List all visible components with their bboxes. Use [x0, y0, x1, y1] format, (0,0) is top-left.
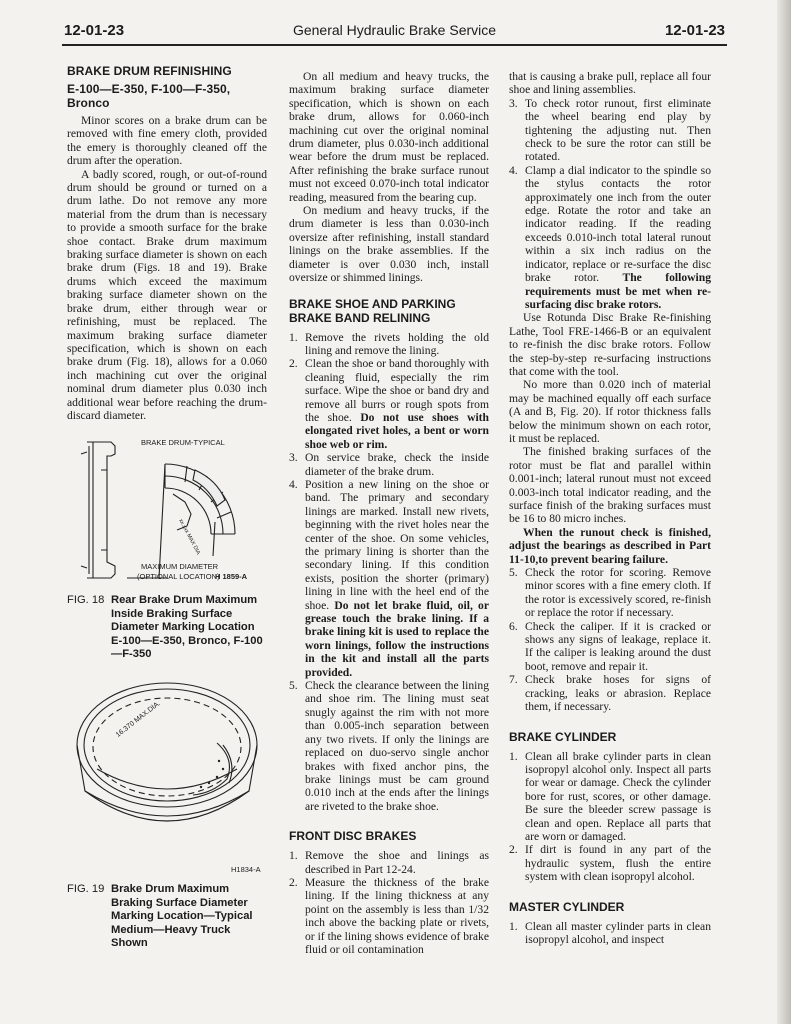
list-item: 5. Check the clearance between the lining and shoe rim. The lining must seat snugly against the rim with not more than 0.005-inch separation between any two rivets. If only the linings are replaced on duo-servo single anchor brakes with fixed anchor pins, the brake linings must be cam ground 0.010 inch at the ends after the linings are riveted to the brake shoe.: [289, 679, 489, 813]
paragraph: Use Rotunda Disc Brake Re-finishing Lathe, Tool FRE-1466-B or an equivalent to re-finish the disc brake rotors. Follow the step-by-step re-surfacing instructions that come with the tool.: [509, 311, 711, 378]
column-2: [289, 70, 489, 956]
subheading-models: E-100—E-350, F-100—F-350, Bronco: [67, 82, 231, 110]
section-heading-master-cylinder: MASTER CYLINDER: [509, 899, 625, 914]
list-item: 2. Measure the thickness of the brake lining. If the lining thickness at any point on the assembly is less than 1/32 inch above the backing plate or rivets, or if the lining shows evidence of brake fluid or oil contamination: [289, 875, 489, 956]
section-heading-front-disc-brakes: FRONT DISC BRAKES: [289, 829, 417, 844]
disc-brake-steps: [289, 849, 489, 956]
page-number-left: 12-01-23: [64, 22, 125, 39]
list-item: 1. Clean all master cylinder parts in clean isopropyl alcohol, and inspect: [509, 919, 711, 946]
list-item: 2. Clean the shoe or band thoroughly with cleaning fluid, especially the rim surface. Wipe the shoe or band dry and remove all burrs or rough spots from the shoe. Do not use shoes with elongated rivet holes, a bent or worn shoe web or rim.: [289, 357, 489, 451]
section-heading-brake-cylinder: BRAKE CYLINDER: [509, 729, 617, 744]
section-heading-brake-shoe-relining: BRAKE SHOE AND PARKING BRAKE BAND RELINING: [289, 296, 456, 325]
figure-19-caption: [67, 883, 267, 950]
paragraph: The finished braking surfaces of the rotor must be flat and parallel within 0.001-inch; lateral runout must not exceed 0.003-inch total indicator reading, and the surface finish of the braking surfaces must be 16 to 80 micro inches.: [509, 445, 711, 526]
figure-label-top: BRAKE DRUM-TYPICAL: [141, 438, 225, 448]
list-item: 5. Check the rotor for scoring. Remove minor scores with a fine emery cloth. If the rotor is excessively scored, re-finish or replace the rotor if necessary.: [509, 566, 711, 620]
figure-label-bottom-1: MAXIMUM DIAMETER: [141, 562, 219, 572]
list-item: 1. Clean all brake cylinder parts in clean isopropyl alcohol only. Inspect all parts for wear or damage. Check the cylinder bore for rust, scores, or other damage. Be sure the bleeder screw passage is clean and open. Replace all parts that are worn or damaged.: [509, 749, 711, 843]
figure-number: FIG. 18: [67, 594, 105, 607]
rotor-steps-continued: [509, 566, 711, 713]
brake-cylinder-steps: [509, 750, 711, 884]
paragraph-continued: that is causing a brake pull, replace all four shoe and lining assemblies.: [509, 70, 711, 97]
figure-19: [67, 673, 267, 873]
list-item: 7. Check brake hoses for signs of cracking, leaks or abrasion. Replace them, if necessary.: [509, 673, 711, 714]
figure-18-caption: [67, 594, 267, 661]
figure-caption-text: Rear Brake Drum Maximum Inside Braking Surface Diameter Marking Location E-100—E-350, Bronco, F-100—F-350: [111, 594, 263, 660]
paragraph: Minor scores on a brake drum can be removed with fine emery cloth, provided the emery is thoroughly cleaned off the drum after the operation.: [67, 114, 267, 168]
list-item: 4. Position a new lining on the shoe or band. The primary and secondary linings are marked. Install new rivets, beginning with the rivet holes near the center of the shoe. On some vehicles, the primary lining is shorter than the secondary lining. If this condition exists, position the shorter (primary) lining in line with the heel end of the shoe. Do not let brake fluid, oil, or grease touch the brake lining. If a brake lining kit is used to replace the worn linings, follow the instructions in the kit and install all the parts provided.: [289, 477, 489, 679]
figure-number: FIG. 19: [67, 883, 105, 896]
header-rule: [62, 44, 727, 46]
page-header-title: General Hydraulic Brake Service: [292, 22, 497, 38]
list-item: 4. Clamp a dial indicator to the spindle so the stylus contacts the rotor approximately one inch from the outer edge. Rotate the rotor and take an indicator reading. If the reading exceeds 0.010-inch total lateral runout within a six inch radius on the indicator, replace or re-surface the disc brake rotor. The following requirements must be met when re-surfacing disc brake rotors.: [509, 163, 711, 311]
drum-marking-text: 16.370 MAX.DIA.: [114, 700, 162, 740]
figure-code: H 1859-A: [215, 572, 248, 582]
paragraph: On all medium and heavy trucks, the maximum braking surface diameter specification, which is shown on each brake drum, allows for 0.060-inch machining cut over the original nominal drum diameter, plus 0.030-inch additional wear before the drum must be replaced. After refinishing the brake surface runout must not exceed 0.070-inch total indicator reading, measured from the bearing cup.: [289, 70, 489, 204]
paragraph: On medium and heavy trucks, if the drum diameter is less than 0.030-inch oversize after refinishing, install standard linings on the brake assemblies. If the diameter is over 0.030 inch, install oversize or shimmed linings.: [289, 204, 489, 285]
page-header: [64, 20, 725, 42]
list-item: 3. To check rotor runout, first eliminate the wheel bearing end play by tightening the adjusting nut. Then check to be sure the rotor can still be rotated.: [509, 96, 711, 164]
list-item: 6. Check the caliper. If it is cracked or shows any signs of leakage, replace it. If the caliper is leaking around the dust boot, remove and repair it.: [509, 619, 711, 673]
figure-code: H1834-A: [231, 865, 261, 875]
svg-text:xx.xxx MAX DIA: xx.xxx MAX DIA: [177, 518, 202, 557]
relining-steps: [289, 331, 489, 814]
figure-caption-text: Brake Drum Maximum Braking Surface Diameter Marking Location—Typical Medium—Heavy Truck Shown: [111, 883, 253, 949]
rotor-steps: [509, 97, 711, 312]
paragraph: No more than 0.020 inch of material may be machined equally off each surface (A and B, Fig. 20). If rotor thickness falls below the minimum shown on each rotor, it must be replaced.: [509, 378, 711, 445]
paragraph-bold: When the runout check is finished, adjust the bearings as described in Part 11-10,to prevent bearing failure.: [509, 525, 711, 566]
list-item: 1. Remove the shoe and linings as described in Part 12-24.: [289, 849, 489, 876]
page-number-right: 12-01-23: [664, 22, 725, 39]
master-cylinder-steps: [509, 920, 711, 947]
heavy-truck-drum-illustration: [67, 673, 267, 873]
section-heading-brake-drum-refinishing: BRAKE DRUM REFINISHING: [67, 64, 232, 78]
list-item: 2. If dirt is found in any part of the hydraulic system, flush the entire system with clean isopropyl alcohol.: [509, 843, 711, 884]
list-item: 3. On service brake, check the inside diameter of the brake drum.: [289, 451, 489, 478]
column-3: [509, 70, 711, 946]
column-1: [67, 64, 267, 950]
figure-label-bottom-2: (OPTIONAL LOCATION): [137, 572, 220, 582]
figure-18: [67, 430, 267, 588]
paragraph: A badly scored, rough, or out-of-round drum should be ground or turned on a drum lathe. Do not remove any more material from the drum than is necessary to provide a smooth surface for the brake shoe contact. Brake drum maximum braking surface diameter is shown on each brake drum (Figs. 18 and 19). Brake drums which exceed the maximum braking surface diameter shown on the brake drum, either through wear or refinishing, must be replaced. The maximum braking surface diameter specification, which is shown on each brake drum (Fig. 18), allows for a 0.060 inch machining cut over the original nominal drum diameter plus 0.030 inch additional wear before reaching the drum-discard diameter.: [67, 167, 267, 422]
list-item: 1. Remove the rivets holding the old lining and remove the lining.: [289, 330, 489, 357]
page-edge-shadow: [777, 0, 791, 1024]
